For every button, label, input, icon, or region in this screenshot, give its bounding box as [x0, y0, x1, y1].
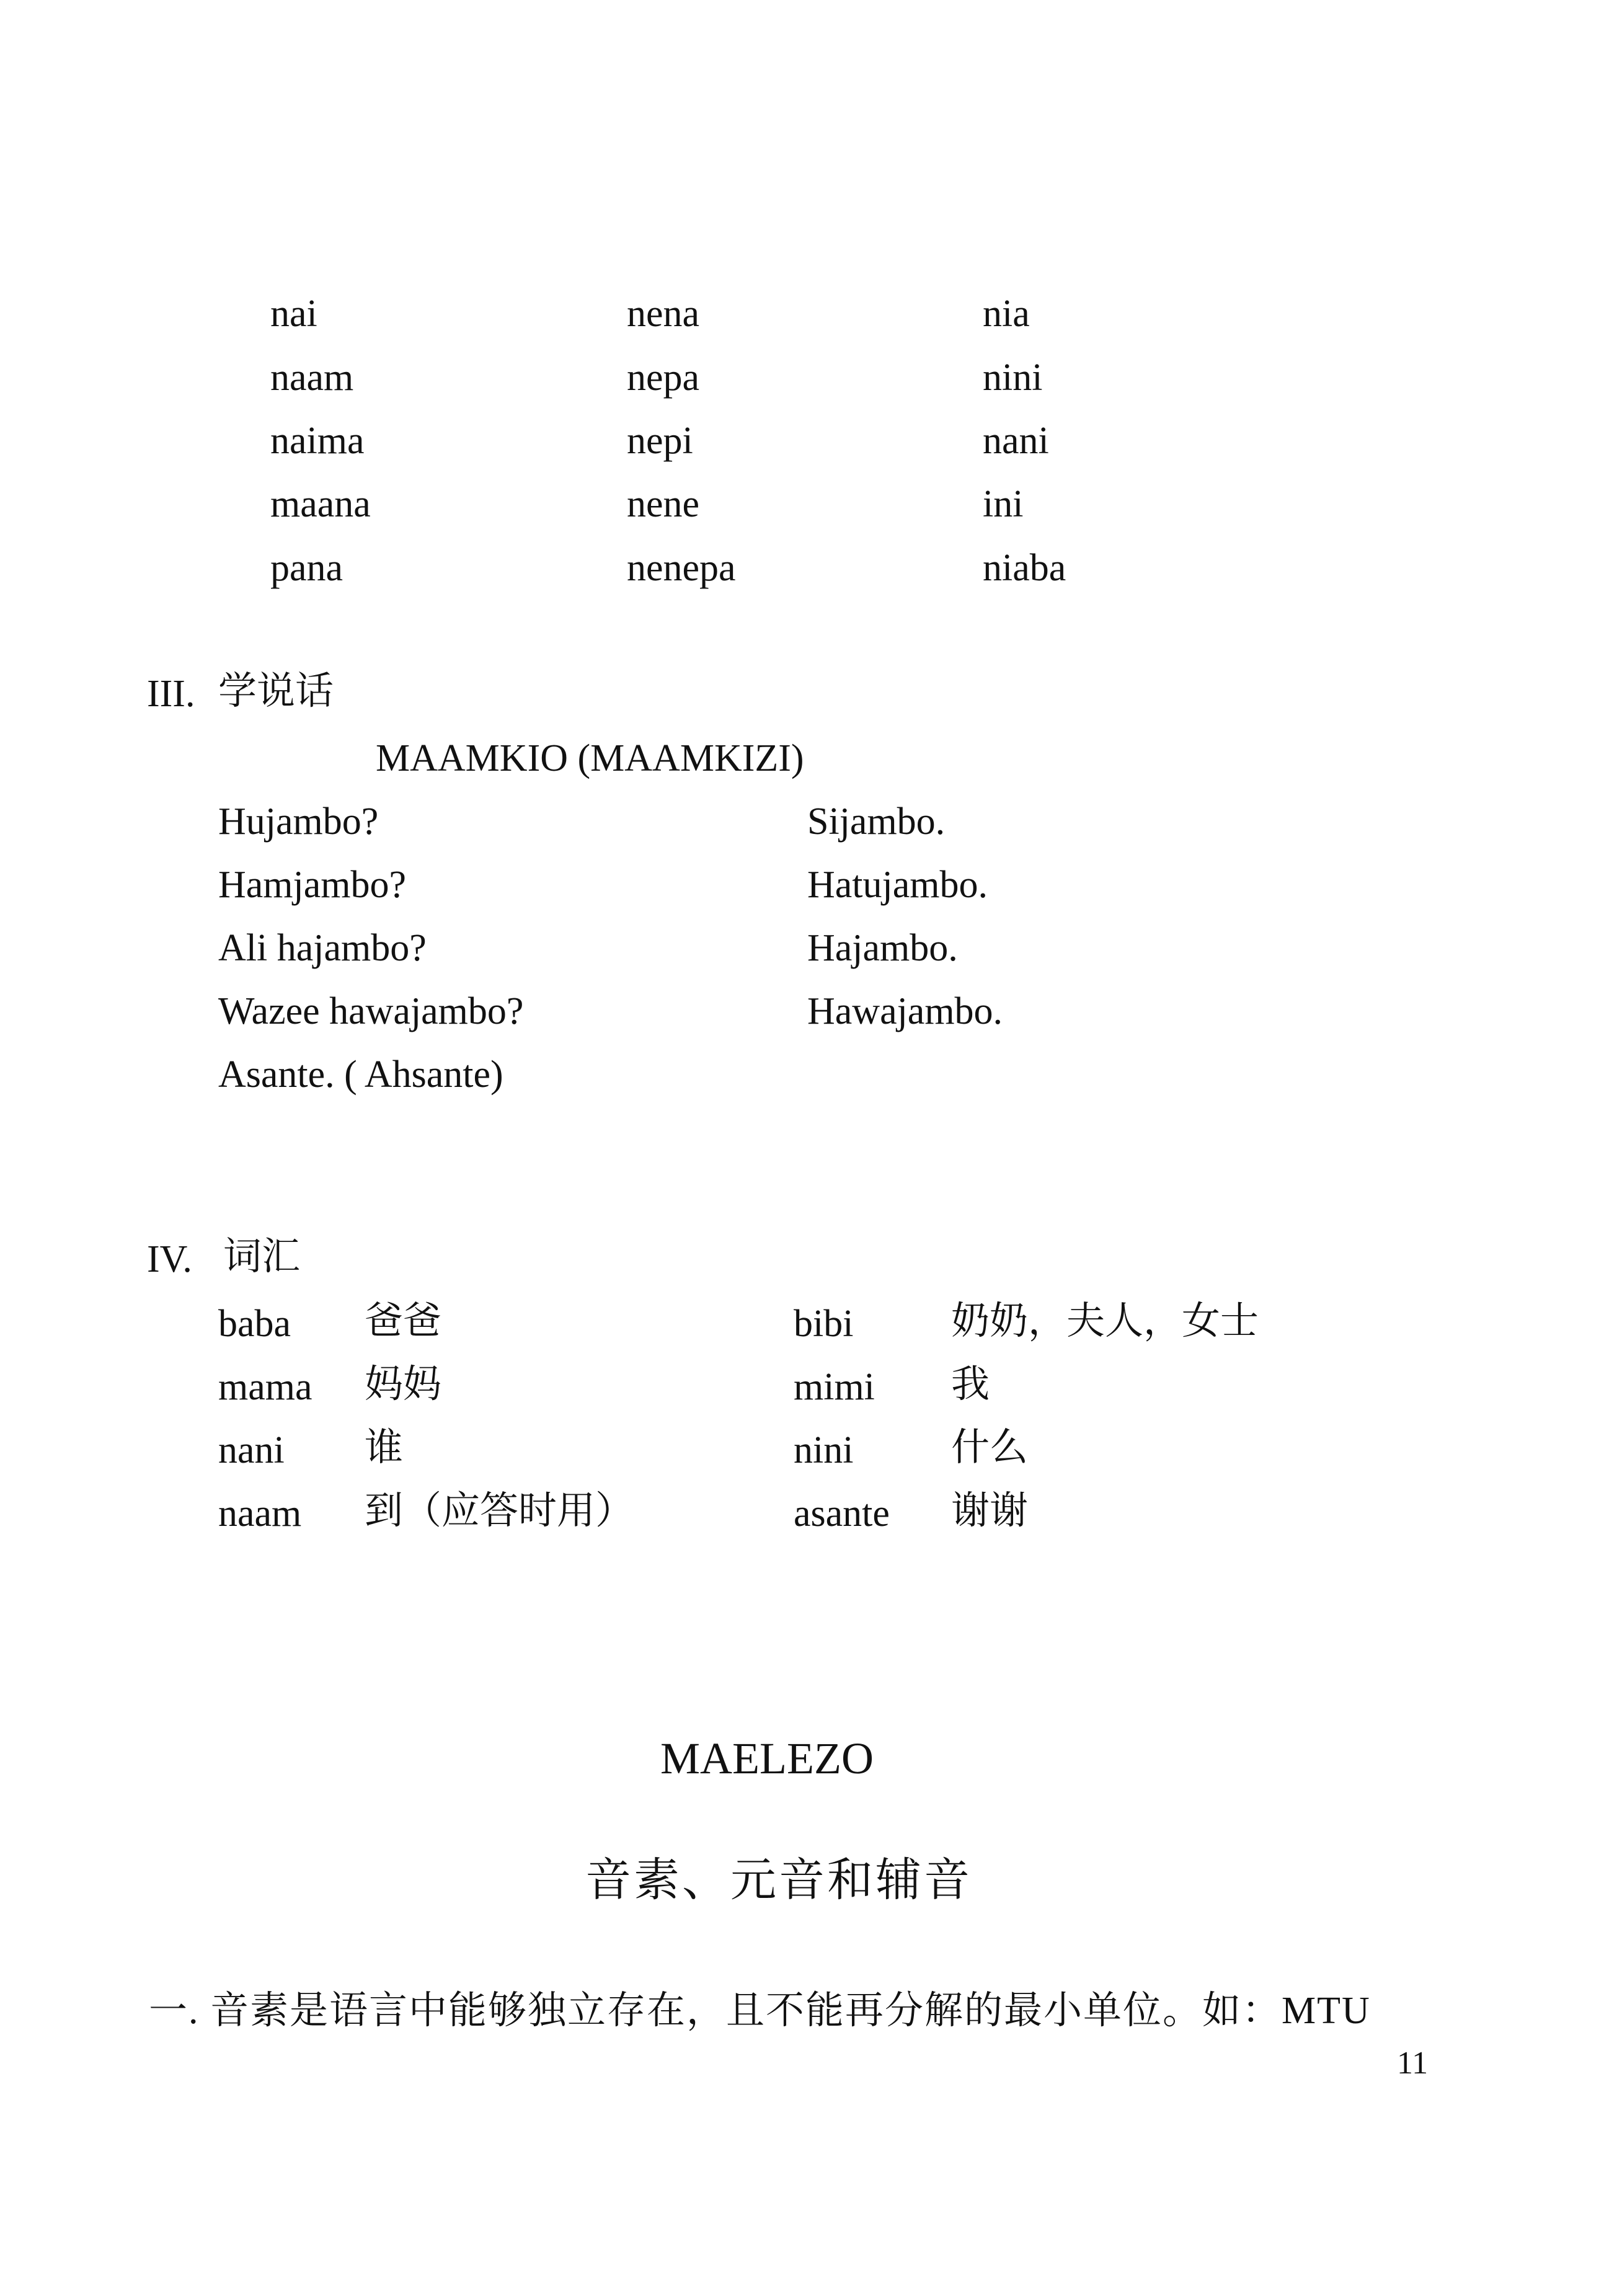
- drill-word: naima: [270, 420, 365, 462]
- page-number: 11: [1397, 2046, 1429, 2081]
- vocab-meaning: 奶奶，夫人，女士: [951, 1300, 1259, 1342]
- vocab-meaning: 我: [951, 1363, 990, 1406]
- dialog-answer: Hawajambo.: [807, 990, 1003, 1032]
- vocab-word: nini: [794, 1429, 854, 1471]
- section-number: III.: [147, 673, 195, 715]
- maelezo-title: MAELEZO: [660, 1734, 874, 1783]
- drill-word: nepa: [627, 357, 700, 399]
- drill-word: nene: [627, 483, 700, 525]
- drill-word: maana: [270, 483, 371, 525]
- drill-word: nenepa: [627, 547, 736, 589]
- dialog-question: Hamjambo?: [218, 864, 407, 906]
- vocab-meaning: 谢谢: [951, 1490, 1029, 1532]
- vocab-word: mimi: [794, 1366, 875, 1408]
- dialog-answer: Sijambo.: [807, 800, 946, 843]
- vocab-meaning: 爸爸: [365, 1300, 442, 1342]
- section-number: IV.: [147, 1238, 192, 1280]
- drill-word: naam: [270, 357, 354, 399]
- maelezo-paragraph: 一. 音素是语言中能够独立存在，且不能再分解的最小单位。如：MTU: [149, 1990, 1371, 2032]
- section-title: 词汇: [223, 1236, 301, 1278]
- drill-word: nena: [627, 293, 700, 335]
- vocab-word: nani: [218, 1429, 285, 1471]
- dialog-answer: Hajambo.: [807, 927, 958, 969]
- dialog-question: Wazee hawajambo?: [218, 990, 524, 1032]
- maelezo-subtitle: 音素、元音和辅音: [585, 1855, 972, 1906]
- vocab-meaning: 到（应答时用）: [365, 1490, 634, 1532]
- vocab-meaning: 什么: [951, 1427, 1029, 1469]
- vocab-word: baba: [218, 1303, 291, 1345]
- dialog-answer: Hatujambo.: [807, 864, 988, 906]
- vocab-word: bibi: [794, 1303, 854, 1345]
- dialog-question: Asante. ( Ahsante): [218, 1053, 503, 1096]
- vocab-word: mama: [218, 1366, 312, 1408]
- section-title: 学说话: [218, 670, 334, 712]
- drill-word: nai: [270, 293, 317, 335]
- drill-word: nini: [983, 357, 1043, 399]
- vocab-meaning: 谁: [365, 1427, 404, 1469]
- drill-word: nepi: [627, 420, 693, 462]
- drill-word: nia: [983, 293, 1030, 335]
- vocab-word: asante: [794, 1492, 890, 1535]
- dialog-title: MAAMKIO (MAAMKIZI): [376, 737, 804, 779]
- vocab-meaning: 妈妈: [365, 1363, 442, 1406]
- vocab-word: naam: [218, 1492, 302, 1535]
- drill-word: ini: [983, 483, 1024, 525]
- drill-word: pana: [270, 547, 343, 589]
- drill-word: niaba: [983, 547, 1066, 589]
- dialog-question: Hujambo?: [218, 800, 379, 843]
- drill-word: nani: [983, 420, 1049, 462]
- dialog-question: Ali hajambo?: [218, 927, 427, 969]
